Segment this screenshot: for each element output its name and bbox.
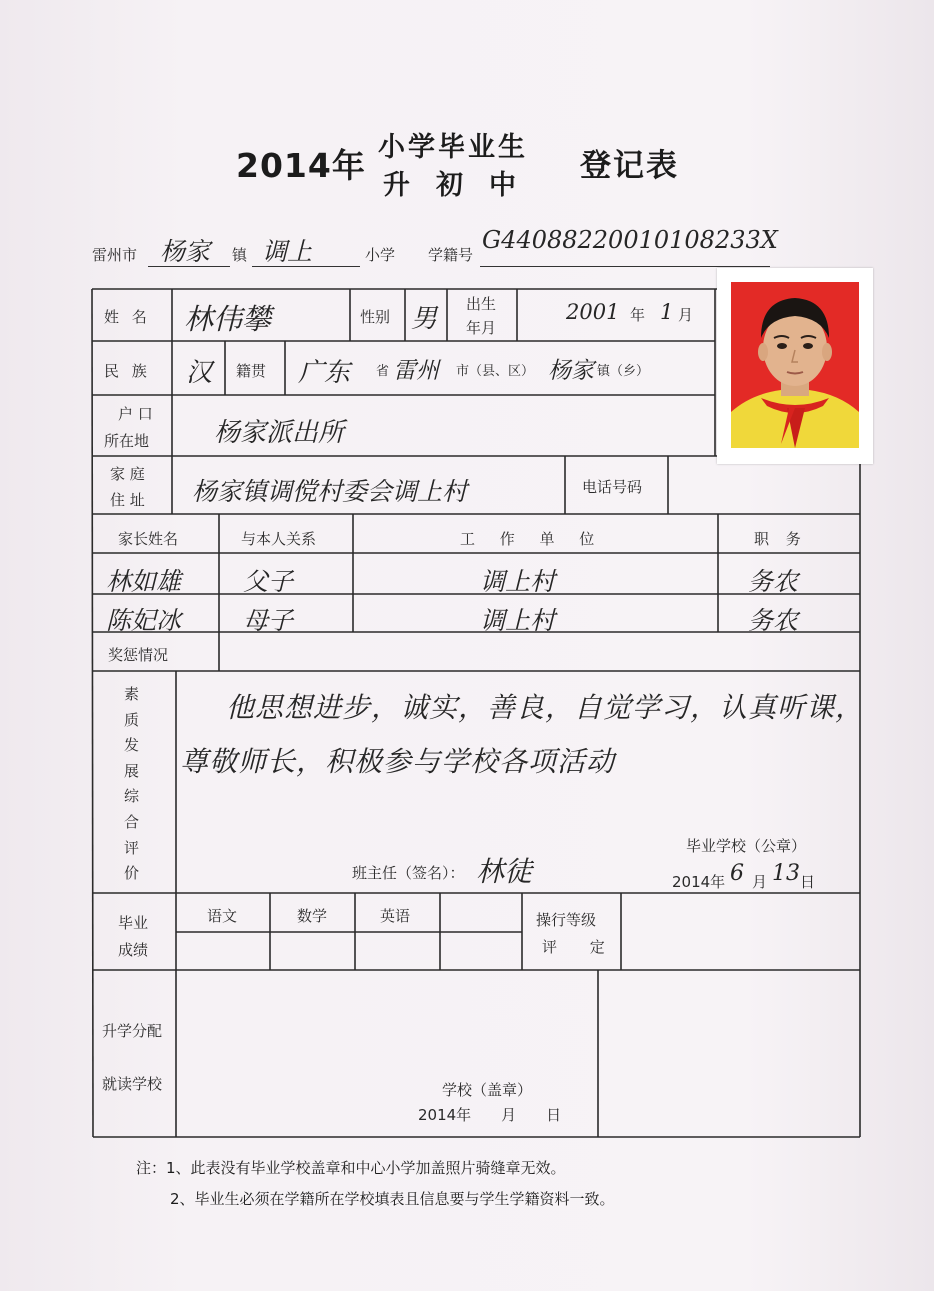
note-line-1: 注：1、此表没有毕业学校盖章和中心小学加盖照片骑缝章无效。 [136, 1159, 566, 1177]
town-value: 杨家 [160, 237, 211, 266]
conduct-label-2: 评 定 [542, 938, 619, 956]
birth-year-unit: 年 [630, 306, 646, 324]
grades-subject-math: 数学 [297, 907, 328, 925]
family-header-work: 工 作 单 位 [460, 530, 605, 548]
grades-subject-chinese: 语文 [207, 907, 238, 925]
awards-label: 奖惩情况 [108, 646, 169, 664]
family-row-1-work: 调上村 [480, 567, 556, 596]
evaluation-date-month-unit: 月 [752, 873, 768, 891]
family-row-2-work: 调上村 [480, 606, 556, 635]
native-town-label: 镇（乡） [597, 364, 650, 379]
student-portrait [731, 282, 859, 448]
grades-subject-english: 英语 [380, 907, 411, 925]
conduct-label-1: 操行等级 [536, 911, 597, 929]
city-label: 雷州市 [92, 246, 138, 264]
student-photo [717, 268, 873, 464]
family-row-2-job: 务农 [748, 606, 799, 635]
evaluation-line-2: 尊敬师长，积极参与学校各项活动 [180, 745, 616, 778]
address-label-1: 家 庭 [110, 465, 145, 483]
grades-label-1: 毕业 [118, 914, 149, 932]
birth-label-1: 出生 [466, 295, 497, 313]
grades-label-2: 成绩 [118, 941, 149, 959]
evaluation-date-year: 2014年 [672, 873, 726, 891]
evaluation-date-month: 6 [730, 861, 744, 886]
province-label: 省 [376, 364, 390, 379]
graduation-school-seal: 毕业学校（公章） [686, 837, 807, 855]
evaluation-label: 素质发展综合评价 [124, 685, 140, 883]
birth-month-unit: 月 [678, 306, 694, 324]
family-header-job: 职 务 [754, 530, 807, 548]
native-city-value: 雷州 [393, 358, 439, 384]
school-value: 调上 [262, 237, 313, 266]
title-year: 2014年 [236, 146, 366, 185]
hukou-label-2: 所在地 [104, 432, 150, 450]
student-id-label: 学籍号 [428, 246, 474, 264]
title-suffix: 登记表 [580, 148, 679, 184]
gender-label: 性别 [360, 308, 391, 326]
family-header-relation: 与本人关系 [241, 530, 317, 548]
birth-month: 1 [660, 300, 674, 324]
placement-label-2: 就读学校 [102, 1075, 163, 1093]
birth-year: 2001 [566, 300, 620, 324]
family-row-2-name: 陈妃冰 [106, 606, 182, 635]
teacher-signature-value: 林徒 [476, 855, 533, 888]
family-row-1-job: 务农 [748, 567, 799, 596]
school-label: 小学 [365, 246, 396, 264]
title-line2: 升初中 [383, 170, 542, 201]
native-town-value: 杨家 [548, 358, 594, 384]
evaluation-date-day: 13 [772, 861, 800, 886]
evaluation-date-day-unit: 日 [800, 873, 816, 891]
gender-value: 男 [411, 304, 438, 334]
ethnicity-label: 民 族 [104, 362, 151, 380]
hukou-label-1: 户 口 [118, 405, 153, 423]
teacher-signature-label: 班主任（签名）： [352, 864, 465, 882]
title-line1: 小学毕业生 [378, 132, 528, 163]
native-city-label: 市（县、区） [456, 364, 535, 379]
placement-date: 2014年 月 日 [418, 1106, 562, 1124]
evaluation-line-1: 他思想进步，诚实，善良，自觉学习，认真听课， [226, 691, 865, 724]
name-value: 林伟攀 [184, 302, 272, 336]
family-row-1-relation: 父子 [243, 567, 294, 596]
family-header-name: 家长姓名 [118, 530, 179, 548]
family-row-1-name: 林如雄 [106, 567, 182, 596]
ethnicity-value: 汉 [186, 358, 213, 388]
address-label-2: 住 址 [110, 491, 145, 509]
province-value: 广东 [298, 358, 351, 388]
town-label: 镇 [232, 246, 248, 264]
address-value: 杨家镇调傥村委会调上村 [192, 477, 468, 506]
hukou-value: 杨家派出所 [214, 418, 345, 448]
birth-label-2: 年月 [466, 319, 497, 337]
phone-label: 电话号码 [582, 478, 643, 496]
student-id-value: G44088220010108233X [482, 226, 778, 254]
placement-label-1: 升学分配 [102, 1022, 163, 1040]
placement-seal: 学校（盖章） [442, 1081, 533, 1099]
name-label: 姓 名 [104, 308, 151, 326]
family-row-2-relation: 母子 [243, 606, 294, 635]
native-label: 籍贯 [236, 362, 267, 380]
note-line-2: 2、毕业生必须在学籍所在学校填表且信息要与学生学籍资料一致。 [170, 1190, 615, 1208]
